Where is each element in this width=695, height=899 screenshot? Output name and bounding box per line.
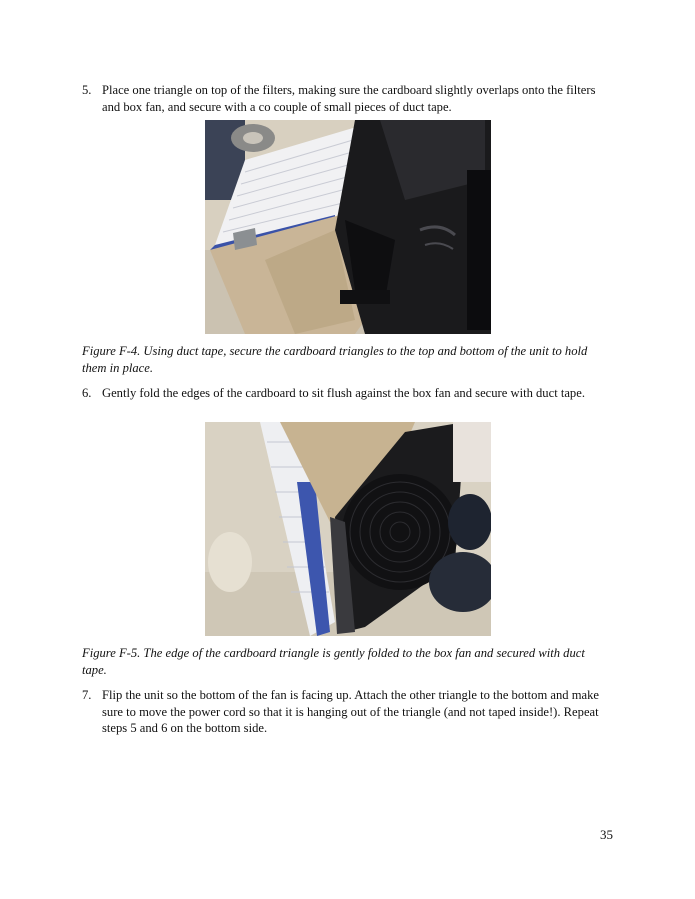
step-number: 5. [82, 83, 92, 97]
step-text: Gently fold the edges of the cardboard to sit flush against the box fan and secure with duct tape. [102, 386, 585, 400]
figure-f4-caption: Figure F-4. Using duct tape, secure the cardboard triangles to the top and bottom of the unit to hold them in place. [82, 344, 588, 375]
figure-f5-caption: Figure F-5. The edge of the cardboard triangle is gently folded to the box fan and secured with duct tape. [82, 646, 585, 677]
step-text: Place one triangle on top of the filters, making sure the cardboard slightly overlaps onto the filters and box fan, and secure with a co couple of small pieces of duct tape. [102, 83, 596, 114]
step-number: 6. [82, 386, 92, 400]
step-7 [82, 687, 612, 737]
step-5 [82, 82, 612, 115]
step-6 [82, 385, 612, 402]
step-number: 7. [82, 688, 92, 702]
page-number: 35 [600, 827, 613, 842]
figure-f4-photo [205, 120, 491, 334]
figure-f5-photo [205, 422, 491, 636]
step-text: Flip the unit so the bottom of the fan is facing up. Attach the other triangle to the bottom and make sure to move the power cord so that it is hanging out of the triangle (and not taped inside!). Repeat steps 5 and 6 on the bottom side. [102, 688, 599, 735]
